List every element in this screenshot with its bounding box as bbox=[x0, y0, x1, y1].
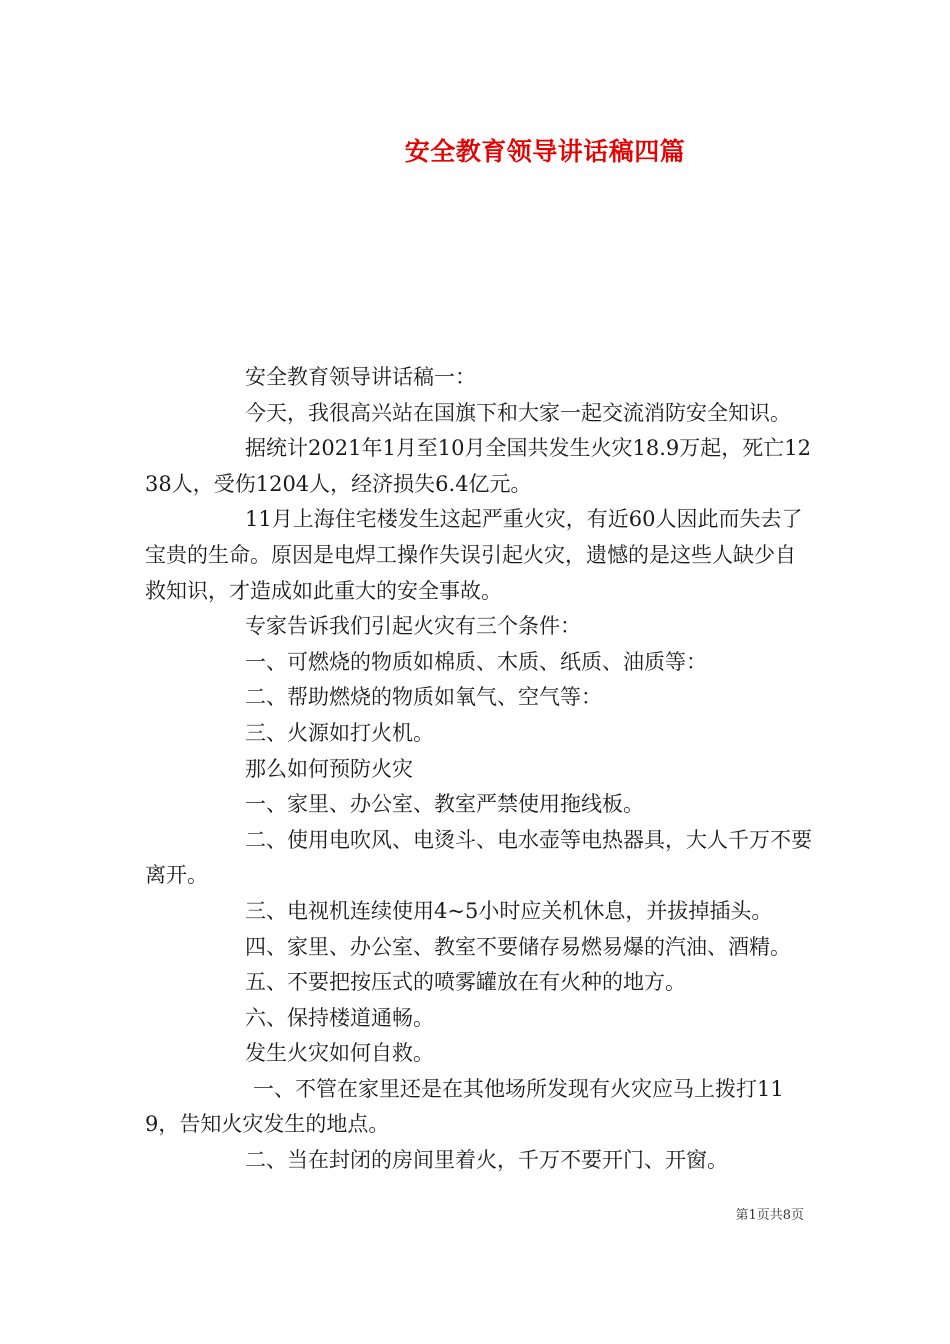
paragraph: 发生火灾如何自救。 bbox=[245, 1041, 434, 1066]
paragraph: 今天，我很高兴站在国旗下和大家一起交流消防安全知识。 bbox=[245, 400, 791, 425]
paragraph: 11月上海住宅楼发生这起严重火灾，有近60人因此而失去了宝贵的生命。原因是电焊工操作失误引起火灾，遗憾的是这些人缺少自救知识，才造成如此重大的安全事故。 bbox=[145, 507, 803, 603]
paragraph: 一、家里、办公室、教室严禁使用拖线板。 bbox=[245, 792, 644, 817]
paragraph: 二、当在封闭的房间里着火，千万不要开门、开窗。 bbox=[245, 1148, 728, 1173]
paragraph: 据统计2021年1月至10月全国共发生火灾18.9万起，死亡1238人，受伤1204人，经济损失6.4亿元。 bbox=[145, 436, 812, 496]
paragraph: 三、电视机连续使用4~5小时应关机休息，并拔掉插头。 bbox=[245, 898, 773, 923]
paragraph: 二、帮助燃烧的物质如氧气、空气等： bbox=[245, 685, 602, 710]
paragraph: 三、火源如打火机。 bbox=[245, 720, 434, 745]
paragraph: 安全教育领导讲话稿一： bbox=[245, 365, 476, 389]
paragraph: 那么如何预防火灾 bbox=[245, 756, 413, 781]
paragraph: 五、不要把按压式的喷雾罐放在有火种的地方。 bbox=[245, 970, 686, 995]
paragraph: 一、可燃烧的物质如棉质、木质、纸质、油质等： bbox=[245, 649, 707, 674]
paragraph: 专家告诉我们引起火灾有三个条件： bbox=[245, 614, 581, 639]
page-number-footer: 第1页共8页 bbox=[735, 1208, 804, 1223]
paragraph: 一、不管在家里还是在其他场所发现有火灾应马上拨打119，告知火灾发生的地点。 bbox=[145, 1076, 784, 1137]
document-body bbox=[145, 360, 815, 1179]
paragraph: 四、家里、办公室、教室不要储存易燃易爆的汽油、酒精。 bbox=[245, 934, 791, 959]
document-title: 安全教育领导讲话稿四篇 bbox=[404, 137, 686, 166]
paragraph: 六、保持楼道通畅。 bbox=[245, 1005, 434, 1030]
paragraph: 二、使用电吹风、电烫斗、电水壶等电热器具，大人千万不要离开。 bbox=[145, 827, 812, 888]
